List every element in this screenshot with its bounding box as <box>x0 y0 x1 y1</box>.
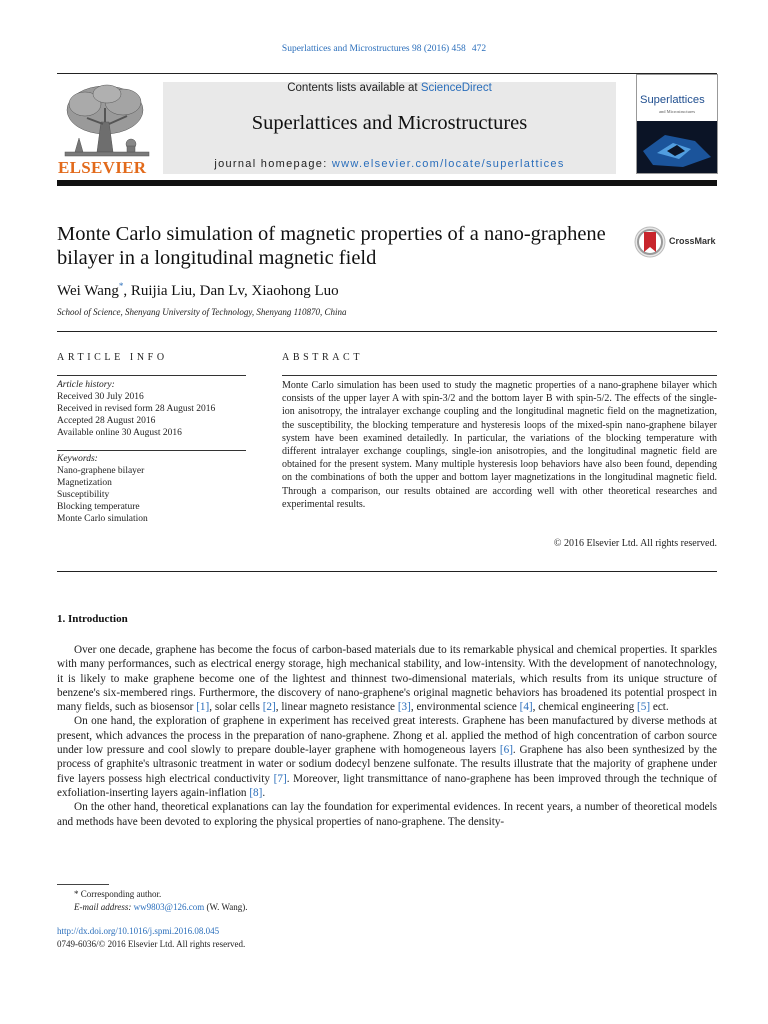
keyword-item: Monte Carlo simulation <box>57 514 148 524</box>
citation-ref[interactable]: [7] <box>273 772 287 785</box>
citation-ref[interactable]: [1] <box>196 701 210 714</box>
keyword-item: Susceptibility <box>57 490 110 500</box>
keywords-rule <box>57 450 246 451</box>
front-matter-bottom-rule <box>57 571 717 572</box>
doi-link[interactable]: http://dx.doi.org/10.1016/j.spmi.2016.08.045 <box>57 926 220 936</box>
journal-homepage-link[interactable]: www.elsevier.com/locate/superlattices <box>331 158 565 170</box>
footnotes <box>57 888 248 951</box>
email-link[interactable]: ww9803@126.com <box>133 902 205 912</box>
article-history-label: Article history: <box>57 380 115 390</box>
elsevier-wordmark[interactable]: ELSEVIER <box>58 158 147 177</box>
author-corresponding: Wei Wang <box>57 283 119 299</box>
keyword-item: Nano-graphene bilayer <box>57 466 145 476</box>
history-received: Received 30 July 2016 <box>57 392 144 402</box>
citation-ref[interactable]: [4] <box>519 701 533 714</box>
author-others: , Ruijia Liu, Dan Lv, Xiaohong Luo <box>123 283 339 299</box>
cover-title: Superlattices <box>640 94 705 106</box>
author-affiliation: School of Science, Shenyang University of Technology, Shenyang 110870, China <box>57 307 347 317</box>
citation-text: Superlattices and Microstructures 98 (2016) 458 <box>281 44 466 54</box>
history-revised: Received in revised form 28 August 2016 <box>57 404 216 414</box>
cover-artwork <box>637 121 717 173</box>
corresponding-author-mark[interactable]: * <box>118 281 124 291</box>
abstract-heading: ABSTRACT <box>282 352 364 363</box>
citation-ref[interactable]: [3] <box>397 701 411 714</box>
article-title: Monte Carlo simulation of magnetic properties of a nano-graphene bilayer in a longitudinal magnetic field <box>57 223 606 269</box>
keyword-item: Magnetization <box>57 478 112 488</box>
article-info-rule <box>57 375 246 376</box>
header-top-rule <box>57 73 717 74</box>
introduction-body <box>57 643 717 829</box>
citation-pages-end: 472 <box>471 44 487 54</box>
journal-masthead <box>163 82 616 174</box>
intro-paragraph-1: Over one decade, graphene has become the focus of carbon-based materials due to its remarkable physical and chemical properties. It sparkles with many performances, such as electrical energy storage, high mechanical stability, and low-intensity. With the development of nanotechnology, it is likely to make graphene become one of the lightest and thinnest two-dimensional materials, which results from its unique structure of benzene's six-membered rings. Furthermore, the discovery of nano-graphene's original magnetic behaviors has broadened its potential prospect in many fields, such as biosensor [1], solar cells [2], linear magneto resistance [3], environmental science [4], chemical engineering [5] ect. <box>57 644 717 714</box>
header-bottom-rule <box>57 180 717 186</box>
citation-ref[interactable]: [5] <box>637 701 651 714</box>
section-heading-introduction: 1. Introduction <box>57 613 128 625</box>
intro-paragraph-3: On the other hand, theoretical explanations can lay the foundation for experimental evidences. In recent years, a number of theoretical models and methods have been devoted to exploring the physical properties of nano-graphene. The density- <box>57 801 717 828</box>
journal-cover-thumbnail[interactable] <box>636 74 718 174</box>
author-list <box>57 281 339 300</box>
article-info-heading: ARTICLE INFO <box>57 352 168 363</box>
cover-subtitle: and Microstructures <box>659 109 696 114</box>
history-accepted: Accepted 28 August 2016 <box>57 416 156 426</box>
article-history <box>57 379 246 439</box>
citation-ref[interactable]: [6] <box>499 744 513 757</box>
abstract-text: Monte Carlo simulation has been used to study the magnetic properties of a nano-graphene bilayer which consists of the upper layer A with spin-3/2 and the bottom layer B with spin-5/2. The effects of the single-ion anisotropy, the intralayer exchange coupling and the longitudinal magnetic field on the magnetization, the susceptibility, the blocking temperature and hysteresis loops of the mixed-spin nano-graphene bilayer system have been examined detailedly. In particular, the variations of the blocking temperature with different intralayer exchange couplings, single-ion anisotropies, and the longitudinal magnetic field are obtained for the present system. Many multiple hysteresis loop behaviors have also been found, depending on the combinations of both the upper and bottom layer magnetizations in the longitudinal magnetic field. Through a comparison, our results obtained are according well with other theoretical researches and experimental results. <box>282 380 717 510</box>
sciencedirect-link[interactable]: ScienceDirect <box>420 82 492 94</box>
title-bottom-rule <box>57 331 717 332</box>
abstract-copyright: © 2016 Elsevier Ltd. All rights reserved. <box>553 538 717 549</box>
abstract-rule <box>282 375 717 376</box>
email-note: E-mail address: ww9803@126.com (W. Wang). <box>74 902 248 912</box>
intro-paragraph-2: On one hand, the exploration of graphene in experiment has received great interests. Graphene has been manufactured by diverse methods at present, which advances the process in the preparation of nano-graphene. Zhong et al. applied the method of high concentration of carbon source under low pressure and cool slowly to prepare double-layer graphene with homogeneous layers [6]. Graphene has also been synthesized by the process of graphite's ultrasonic treatment in water or sodium dodecyl benzene sulfonate. The results illustrate that the majority of graphene under five layers possess high electrical conductivity [7]. Moreover, light transmittance of nano-graphene has been improved through the technique of exfoliation-inserting layers again-inflation [8]. <box>57 715 717 799</box>
citation-ref[interactable]: [2] <box>262 701 276 714</box>
journal-title: Superlattices and Microstructures <box>251 112 528 134</box>
issn-copyright: 0749-6036/© 2016 Elsevier Ltd. All rights reserved. <box>57 939 246 949</box>
citation-ref[interactable]: [8] <box>249 786 263 799</box>
history-online: Available online 30 August 2016 <box>57 428 182 438</box>
keyword-item: Blocking temperature <box>57 502 140 512</box>
footnote-rule <box>57 884 109 885</box>
journal-homepage: journal homepage: www.elsevier.com/locate/superlattices <box>214 158 565 170</box>
contents-availability: Contents lists available at ScienceDirect <box>287 82 492 94</box>
journal-citation[interactable] <box>0 44 768 54</box>
corresponding-author-note: * Corresponding author. <box>74 889 162 899</box>
keywords-label: Keywords: <box>57 454 98 464</box>
keywords-list <box>57 453 246 525</box>
crossmark-label[interactable]: CrossMark <box>669 236 716 246</box>
